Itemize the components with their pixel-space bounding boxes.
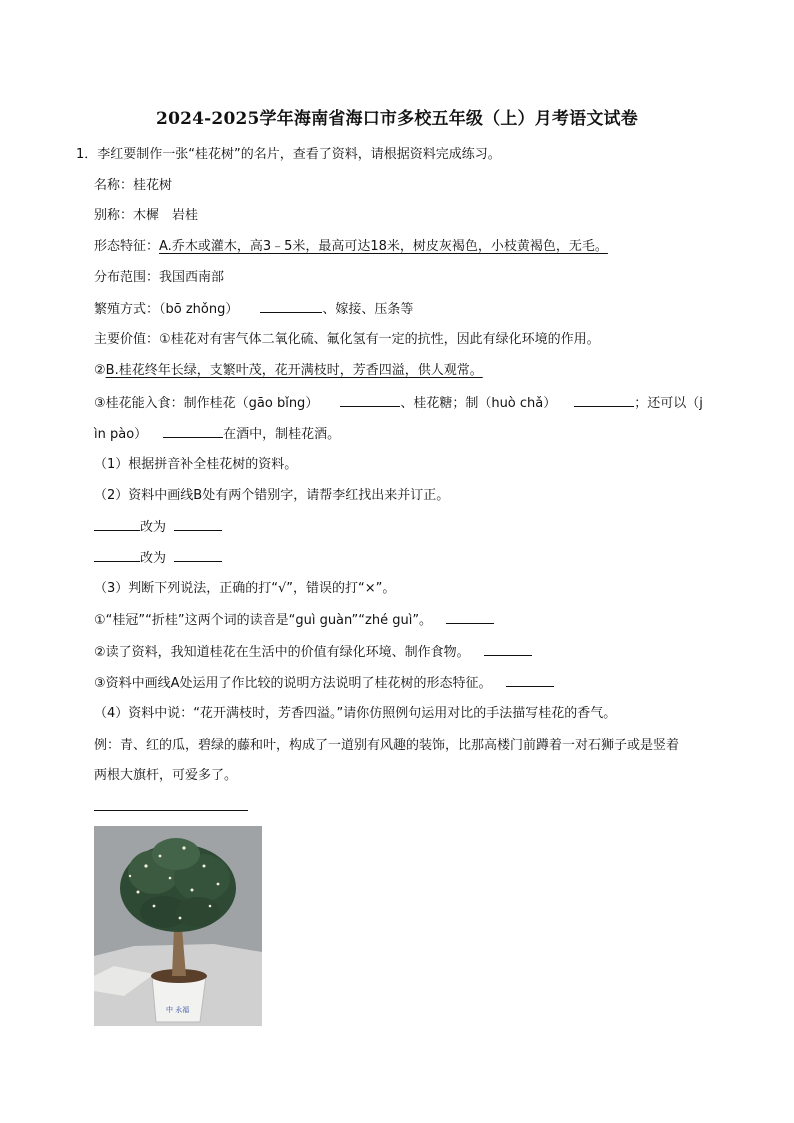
correction-row-2 xyxy=(94,549,222,568)
material-value-3 xyxy=(94,394,703,413)
underline-a-text: A.乔木或灌木，高3﹣5米，最高可达18米，树皮灰褐色，小枝黄褐色，无毛。 xyxy=(159,239,608,254)
material-value-2 xyxy=(94,362,483,380)
exam-title: 2024-2025学年海南省海口市多校五年级（上）月考语文试卷 xyxy=(156,109,638,129)
correct-label: 改为 xyxy=(140,551,167,566)
answer-blank[interactable] xyxy=(94,518,140,531)
material-value-1: 主要价值：①桂花对有害气体二氧化硫、氟化氢有一定的抗性，因此有绿化环境的作用。 xyxy=(94,332,600,347)
answer-blank[interactable] xyxy=(574,394,634,407)
value-3-part-a: ③桂花能入食：制作桂花（gāo bǐng） xyxy=(94,396,319,411)
answer-blank[interactable] xyxy=(340,394,400,407)
material-propagation xyxy=(94,300,413,319)
material-distribution: 分布范围：我国西南部 xyxy=(94,270,225,285)
potted-osmanthus-tree-icon xyxy=(94,826,262,1026)
material-name: 名称：桂花树 xyxy=(94,178,173,193)
sub-question-3: （3）判断下列说法，正确的打“√”，错误的打“×”。 xyxy=(94,581,396,596)
answer-blank[interactable] xyxy=(94,798,248,811)
sub-question-1: （1）根据拼音补全桂花树的资料。 xyxy=(94,457,298,472)
judgment-1 xyxy=(94,611,494,630)
propagation-prefix: 繁殖方式：（bō zhǒng） xyxy=(94,302,239,317)
judgment-3 xyxy=(94,674,554,693)
material-alias: 别称：木樨 岩桂 xyxy=(94,208,199,223)
value-3-part-e: 在酒中，制桂花酒。 xyxy=(223,427,341,442)
judgment-2 xyxy=(94,643,532,662)
judgment-2-text: ②读了资料，我知道桂花在生活中的价值有绿化环境、制作食物。 xyxy=(94,645,470,660)
sub-question-4: （4）资料中说：“花开满枝时，芳香四溢。”请你仿照例句运用对比的手法描写桂花的香气。 xyxy=(94,706,617,721)
judgment-1-text: ①“桂冠”“折桂”这两个词的读音是“guì guàn”“zhé guì”。 xyxy=(94,613,433,628)
answer-blank[interactable] xyxy=(163,425,223,438)
answer-blank[interactable] xyxy=(506,674,554,687)
material-value-3-cont xyxy=(94,425,340,444)
correction-row-1 xyxy=(94,518,222,537)
propagation-suffix: 、嫁接、压条等 xyxy=(322,302,414,317)
answer-blank[interactable] xyxy=(174,549,222,562)
question-1-stem: 1．李红要制作一张“桂花树”的名片，查看了资料，请根据资料完成练习。 xyxy=(76,147,501,162)
pot-label: 中 永福 xyxy=(166,1006,190,1014)
answer-blank[interactable] xyxy=(94,549,140,562)
answer-line[interactable] xyxy=(94,798,248,817)
sub-question-2: （2）资料中画线B处有两个错别字，请帮李红找出来并订正。 xyxy=(94,488,450,503)
answer-blank[interactable] xyxy=(174,518,222,531)
answer-blank[interactable] xyxy=(446,611,494,624)
value-3-part-d: ìn pào） xyxy=(94,427,148,442)
answer-blank[interactable] xyxy=(484,643,532,656)
value-2-prefix: ② xyxy=(94,363,106,378)
judgment-3-text: ③资料中画线A处运用了作比较的说明方法说明了桂花树的形态特征。 xyxy=(94,676,492,691)
features-label: 形态特征： xyxy=(94,239,160,254)
correct-label: 改为 xyxy=(140,520,167,535)
example-line-1: 例：青、红的瓜，碧绿的藤和叶，构成了一道别有风趣的装饰，比那高楼门前蹲着一对石狮子或是竖着 xyxy=(94,738,680,753)
material-features xyxy=(94,238,608,256)
answer-blank[interactable] xyxy=(260,300,322,313)
example-line-2: 两根大旗杆，可爱多了。 xyxy=(94,768,238,783)
underline-b-text: B.桂花终年长绿，支繁叶茂，花开满枝时，芳香四溢，供人观常。 xyxy=(105,363,483,378)
value-3-part-c: ；还可以（j xyxy=(634,396,703,411)
value-3-part-b: 、桂花糖；制（huò chǎ） xyxy=(400,396,557,411)
